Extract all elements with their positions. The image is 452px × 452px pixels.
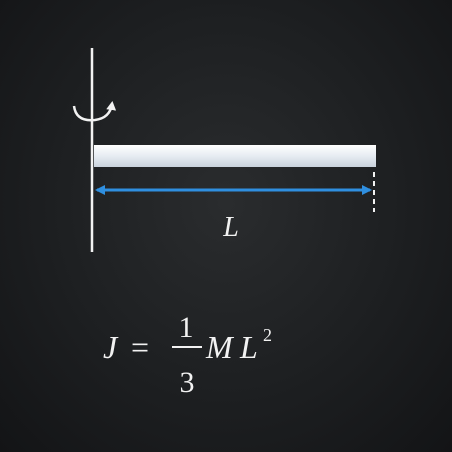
rod xyxy=(94,145,376,167)
formula-equals: = xyxy=(131,329,150,365)
formula-mass: M xyxy=(206,329,233,365)
formula-numerator: 1 xyxy=(178,311,194,344)
formula-lhs: J xyxy=(103,329,118,365)
formula-length: L xyxy=(240,329,258,365)
length-label: L xyxy=(223,212,239,243)
moment-of-inertia-formula xyxy=(103,311,272,399)
formula-exponent: 2 xyxy=(263,325,272,345)
formula-denominator: 3 xyxy=(179,366,195,399)
